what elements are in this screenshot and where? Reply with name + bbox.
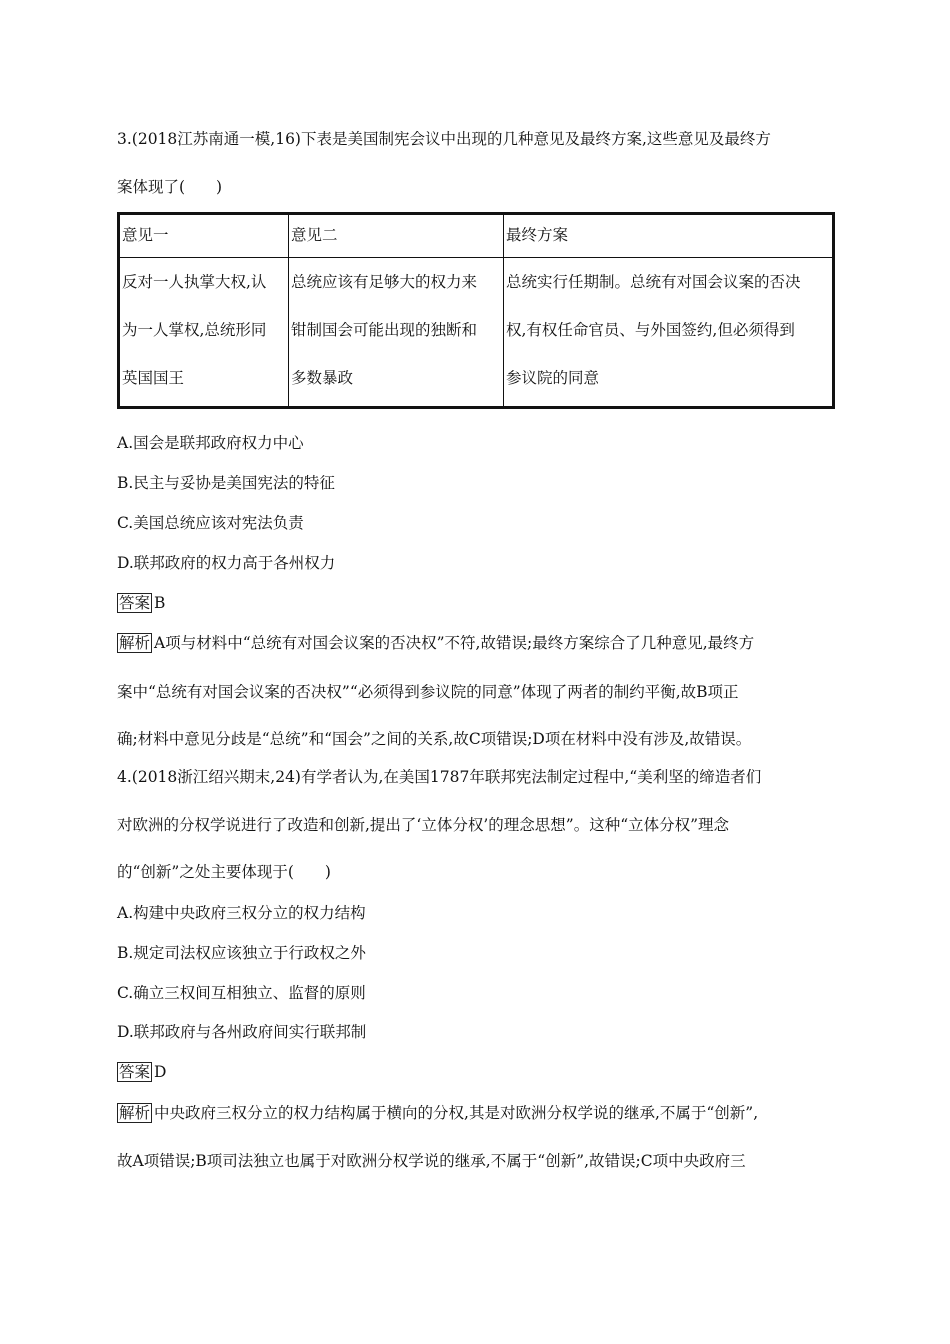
table-header-final-plan: 最终方案 <box>504 214 834 258</box>
q4-answer <box>117 1061 166 1083</box>
q4-stem-line-3: 的“创新”之处主要体现于( ) <box>117 863 331 881</box>
q3-option-d: D.联邦政府的权力高于各州权力 <box>117 554 336 572</box>
cell-line: 为一人掌权,总统形同 <box>122 321 267 339</box>
analysis-label: 解析 <box>119 634 151 652</box>
table-header-opinion-1: 意见一 <box>119 214 289 258</box>
table-row <box>119 258 834 408</box>
answer-label: 答案 <box>119 1063 151 1081</box>
q3-option-a: A.国会是联邦政府权力中心 <box>117 434 304 452</box>
cell-line: 多数暴政 <box>291 369 354 387</box>
cell-line: 总统实行任期制。总统有对国会议案的否决 <box>506 273 801 291</box>
answer-value: D <box>154 1063 167 1081</box>
q3-analysis-line-1 <box>117 632 754 654</box>
q3-answer <box>117 592 165 614</box>
cell-line: 反对一人执掌大权,认 <box>122 273 267 291</box>
q4-option-b: B.规定司法权应该独立于行政权之外 <box>117 944 366 962</box>
q3-stem-line-1: 3.(2018江苏南通一模,16)下表是美国制宪会议中出现的几种意见及最终方案,这些意见及最终方 <box>117 130 771 148</box>
q3-option-b: B.民主与妥协是美国宪法的特征 <box>117 474 335 492</box>
table-header-row <box>119 214 834 258</box>
table-cell-final-plan <box>504 258 834 408</box>
q3-analysis-line-3: 确;材料中意见分歧是“总统”和“国会”之间的关系,故C项错误;D项在材料中没有涉及,故错误。 <box>117 730 752 748</box>
q4-option-d: D.联邦政府与各州政府间实行联邦制 <box>117 1023 367 1041</box>
q4-stem-line-1: 4.(2018浙江绍兴期末,24)有学者认为,在美国1787年联邦宪法制定过程中,“美利坚的缔造者们 <box>117 768 762 786</box>
q3-analysis-line-2: 案中“总统有对国会议案的否决权”“必须得到参议院的同意”体现了两者的制约平衡,故B项正 <box>117 683 739 701</box>
cell-line: 英国国王 <box>122 369 185 387</box>
cell-line: 参议院的同意 <box>506 369 600 387</box>
q4-analysis-line-2: 故A项错误;B项司法独立也属于对欧洲分权学说的继承,不属于“创新”,故错误;C项中央政府三 <box>117 1152 746 1170</box>
analysis-text: A项与材料中“总统有对国会议案的否决权”不符,故错误;最终方案综合了几种意见,最终方 <box>154 634 755 652</box>
table-header-opinion-2: 意见二 <box>289 214 504 258</box>
analysis-label: 解析 <box>119 1104 151 1122</box>
cell-line: 钳制国会可能出现的独断和 <box>291 321 478 339</box>
q4-option-a: A.构建中央政府三权分立的权力结构 <box>117 904 366 922</box>
answer-label: 答案 <box>119 594 151 612</box>
q3-option-c: C.美国总统应该对宪法负责 <box>117 514 304 532</box>
q4-stem-line-2: 对欧洲的分权学说进行了改造和创新,提出了‘立体分权’的理念思想”。这种“立体分权”理念 <box>117 816 730 834</box>
q4-option-c: C.确立三权间互相独立、监督的原则 <box>117 984 366 1002</box>
table-cell-opinion-2 <box>289 258 504 408</box>
q3-stem-line-2: 案体现了( ) <box>117 178 223 196</box>
q3-table <box>117 212 835 409</box>
cell-line: 权,有权任命官员、与外国签约,但必须得到 <box>506 321 795 339</box>
table-cell-opinion-1 <box>119 258 289 408</box>
analysis-text: 中央政府三权分立的权力结构属于横向的分权,其是对欧洲分权学说的继承,不属于“创新”, <box>154 1104 759 1122</box>
q4-analysis-line-1 <box>117 1102 758 1124</box>
cell-line: 总统应该有足够大的权力来 <box>291 273 478 291</box>
answer-value: B <box>154 594 166 612</box>
